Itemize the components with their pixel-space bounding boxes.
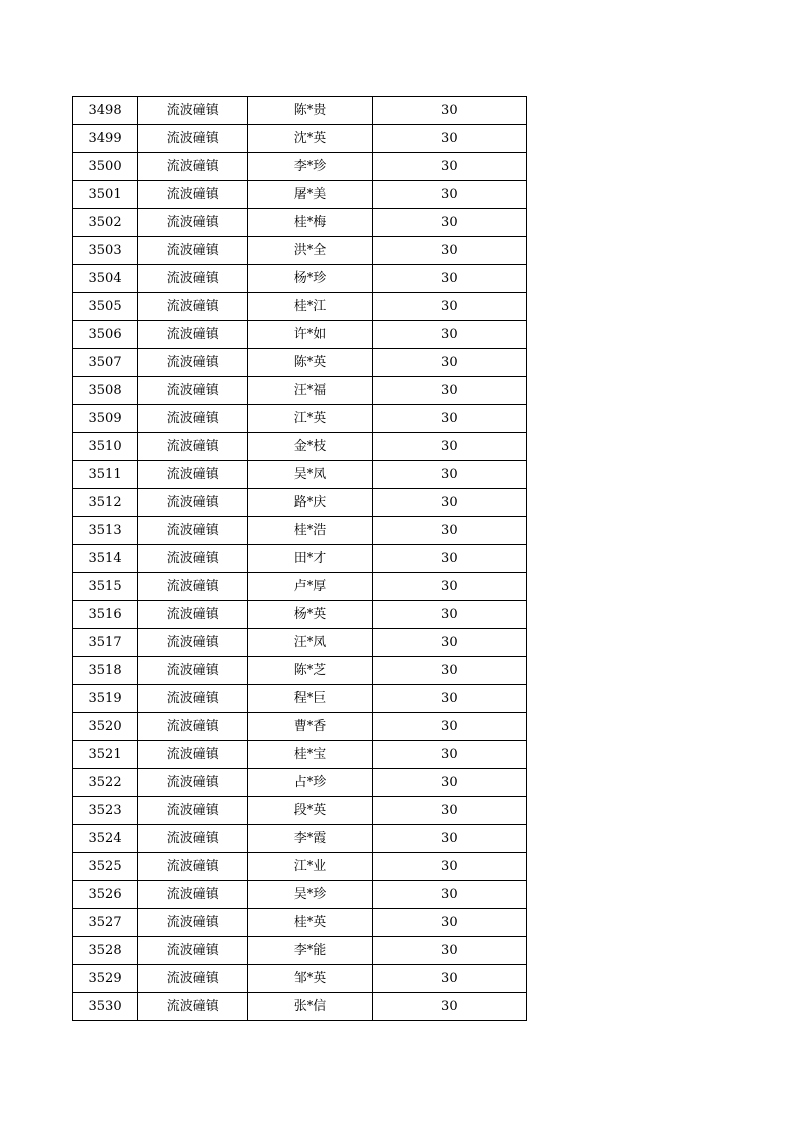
person-name-cell: 汪*凤 [248, 629, 372, 657]
table-row [73, 629, 527, 657]
serial-number-cell: 3520 [73, 713, 138, 741]
amount-cell: 30 [372, 741, 526, 769]
table-row [73, 741, 527, 769]
town-cell: 流波䃥镇 [138, 993, 248, 1021]
person-name-cell: 路*庆 [248, 489, 372, 517]
table-row [73, 237, 527, 265]
amount-cell: 30 [372, 573, 526, 601]
town-cell: 流波䃥镇 [138, 293, 248, 321]
serial-number-cell: 3501 [73, 181, 138, 209]
serial-number-cell: 3530 [73, 993, 138, 1021]
person-name-cell: 吴*珍 [248, 881, 372, 909]
serial-number-cell: 3522 [73, 769, 138, 797]
serial-number-cell: 3525 [73, 853, 138, 881]
serial-number-cell: 3517 [73, 629, 138, 657]
town-cell: 流波䃥镇 [138, 601, 248, 629]
amount-cell: 30 [372, 377, 526, 405]
table-row [73, 349, 527, 377]
serial-number-cell: 3508 [73, 377, 138, 405]
person-name-cell: 卢*厚 [248, 573, 372, 601]
person-name-cell: 陈*芝 [248, 657, 372, 685]
serial-number-cell: 3513 [73, 517, 138, 545]
person-name-cell: 李*霞 [248, 825, 372, 853]
town-cell: 流波䃥镇 [138, 461, 248, 489]
amount-cell: 30 [372, 181, 526, 209]
serial-number-cell: 3518 [73, 657, 138, 685]
serial-number-cell: 3510 [73, 433, 138, 461]
person-name-cell: 陈*贵 [248, 97, 372, 125]
table-row [73, 601, 527, 629]
town-cell: 流波䃥镇 [138, 349, 248, 377]
table-row [73, 797, 527, 825]
person-name-cell: 田*才 [248, 545, 372, 573]
table-row [73, 517, 527, 545]
town-cell: 流波䃥镇 [138, 97, 248, 125]
amount-cell: 30 [372, 405, 526, 433]
table-row [73, 853, 527, 881]
amount-cell: 30 [372, 321, 526, 349]
person-name-cell: 占*珍 [248, 769, 372, 797]
person-name-cell: 桂*宝 [248, 741, 372, 769]
town-cell: 流波䃥镇 [138, 797, 248, 825]
person-name-cell: 桂*江 [248, 293, 372, 321]
table-body [73, 97, 527, 1021]
serial-number-cell: 3507 [73, 349, 138, 377]
amount-cell: 30 [372, 237, 526, 265]
table-row [73, 881, 527, 909]
amount-cell: 30 [372, 517, 526, 545]
person-name-cell: 杨*英 [248, 601, 372, 629]
town-cell: 流波䃥镇 [138, 825, 248, 853]
table-row [73, 293, 527, 321]
person-name-cell: 陈*英 [248, 349, 372, 377]
amount-cell: 30 [372, 433, 526, 461]
table-row [73, 97, 527, 125]
amount-cell: 30 [372, 545, 526, 573]
amount-cell: 30 [372, 209, 526, 237]
table-row [73, 993, 527, 1021]
serial-number-cell: 3515 [73, 573, 138, 601]
table-row [73, 909, 527, 937]
amount-cell: 30 [372, 489, 526, 517]
serial-number-cell: 3499 [73, 125, 138, 153]
serial-number-cell: 3506 [73, 321, 138, 349]
person-name-cell: 邹*英 [248, 965, 372, 993]
town-cell: 流波䃥镇 [138, 629, 248, 657]
amount-cell: 30 [372, 153, 526, 181]
serial-number-cell: 3523 [73, 797, 138, 825]
amount-cell: 30 [372, 125, 526, 153]
town-cell: 流波䃥镇 [138, 685, 248, 713]
person-name-cell: 吴*凤 [248, 461, 372, 489]
table-row [73, 377, 527, 405]
serial-number-cell: 3500 [73, 153, 138, 181]
amount-cell: 30 [372, 937, 526, 965]
serial-number-cell: 3504 [73, 265, 138, 293]
amount-cell: 30 [372, 685, 526, 713]
town-cell: 流波䃥镇 [138, 237, 248, 265]
person-name-cell: 桂*英 [248, 909, 372, 937]
person-name-cell: 桂*浩 [248, 517, 372, 545]
person-name-cell: 江*英 [248, 405, 372, 433]
town-cell: 流波䃥镇 [138, 209, 248, 237]
serial-number-cell: 3509 [73, 405, 138, 433]
table-row [73, 405, 527, 433]
person-name-cell: 洪*全 [248, 237, 372, 265]
amount-cell: 30 [372, 797, 526, 825]
amount-cell: 30 [372, 265, 526, 293]
person-name-cell: 汪*福 [248, 377, 372, 405]
town-cell: 流波䃥镇 [138, 125, 248, 153]
amount-cell: 30 [372, 993, 526, 1021]
table-row [73, 489, 527, 517]
serial-number-cell: 3512 [73, 489, 138, 517]
amount-cell: 30 [372, 909, 526, 937]
table-row [73, 657, 527, 685]
amount-cell: 30 [372, 881, 526, 909]
amount-cell: 30 [372, 461, 526, 489]
person-name-cell: 段*英 [248, 797, 372, 825]
town-cell: 流波䃥镇 [138, 657, 248, 685]
town-cell: 流波䃥镇 [138, 181, 248, 209]
town-cell: 流波䃥镇 [138, 153, 248, 181]
serial-number-cell: 3521 [73, 741, 138, 769]
amount-cell: 30 [372, 769, 526, 797]
town-cell: 流波䃥镇 [138, 741, 248, 769]
amount-cell: 30 [372, 853, 526, 881]
person-name-cell: 桂*梅 [248, 209, 372, 237]
town-cell: 流波䃥镇 [138, 433, 248, 461]
table-row [73, 153, 527, 181]
table-row [73, 769, 527, 797]
serial-number-cell: 3529 [73, 965, 138, 993]
town-cell: 流波䃥镇 [138, 517, 248, 545]
amount-cell: 30 [372, 965, 526, 993]
table-row [73, 545, 527, 573]
person-name-cell: 许*如 [248, 321, 372, 349]
table-row [73, 461, 527, 489]
amount-cell: 30 [372, 825, 526, 853]
town-cell: 流波䃥镇 [138, 937, 248, 965]
amount-cell: 30 [372, 97, 526, 125]
town-cell: 流波䃥镇 [138, 909, 248, 937]
town-cell: 流波䃥镇 [138, 321, 248, 349]
person-name-cell: 张*信 [248, 993, 372, 1021]
serial-number-cell: 3516 [73, 601, 138, 629]
table-row [73, 433, 527, 461]
table-row [73, 209, 527, 237]
record-table [72, 96, 527, 1021]
table-row [73, 181, 527, 209]
serial-number-cell: 3511 [73, 461, 138, 489]
amount-cell: 30 [372, 293, 526, 321]
table-row [73, 125, 527, 153]
person-name-cell: 江*业 [248, 853, 372, 881]
amount-cell: 30 [372, 349, 526, 377]
serial-number-cell: 3519 [73, 685, 138, 713]
table-row [73, 825, 527, 853]
town-cell: 流波䃥镇 [138, 377, 248, 405]
town-cell: 流波䃥镇 [138, 881, 248, 909]
person-name-cell: 李*能 [248, 937, 372, 965]
table-row [73, 685, 527, 713]
table-row [73, 573, 527, 601]
town-cell: 流波䃥镇 [138, 573, 248, 601]
town-cell: 流波䃥镇 [138, 713, 248, 741]
serial-number-cell: 3527 [73, 909, 138, 937]
town-cell: 流波䃥镇 [138, 545, 248, 573]
table-row [73, 265, 527, 293]
town-cell: 流波䃥镇 [138, 965, 248, 993]
serial-number-cell: 3498 [73, 97, 138, 125]
table-row [73, 937, 527, 965]
table-row [73, 713, 527, 741]
amount-cell: 30 [372, 629, 526, 657]
person-name-cell: 曹*香 [248, 713, 372, 741]
person-name-cell: 沈*英 [248, 125, 372, 153]
amount-cell: 30 [372, 713, 526, 741]
table-row [73, 965, 527, 993]
amount-cell: 30 [372, 601, 526, 629]
serial-number-cell: 3505 [73, 293, 138, 321]
town-cell: 流波䃥镇 [138, 853, 248, 881]
town-cell: 流波䃥镇 [138, 405, 248, 433]
serial-number-cell: 3502 [73, 209, 138, 237]
person-name-cell: 程*巨 [248, 685, 372, 713]
table-row [73, 321, 527, 349]
serial-number-cell: 3528 [73, 937, 138, 965]
serial-number-cell: 3503 [73, 237, 138, 265]
amount-cell: 30 [372, 657, 526, 685]
town-cell: 流波䃥镇 [138, 265, 248, 293]
person-name-cell: 金*枝 [248, 433, 372, 461]
serial-number-cell: 3514 [73, 545, 138, 573]
serial-number-cell: 3524 [73, 825, 138, 853]
town-cell: 流波䃥镇 [138, 489, 248, 517]
person-name-cell: 杨*珍 [248, 265, 372, 293]
serial-number-cell: 3526 [73, 881, 138, 909]
town-cell: 流波䃥镇 [138, 769, 248, 797]
person-name-cell: 屠*美 [248, 181, 372, 209]
person-name-cell: 李*珍 [248, 153, 372, 181]
